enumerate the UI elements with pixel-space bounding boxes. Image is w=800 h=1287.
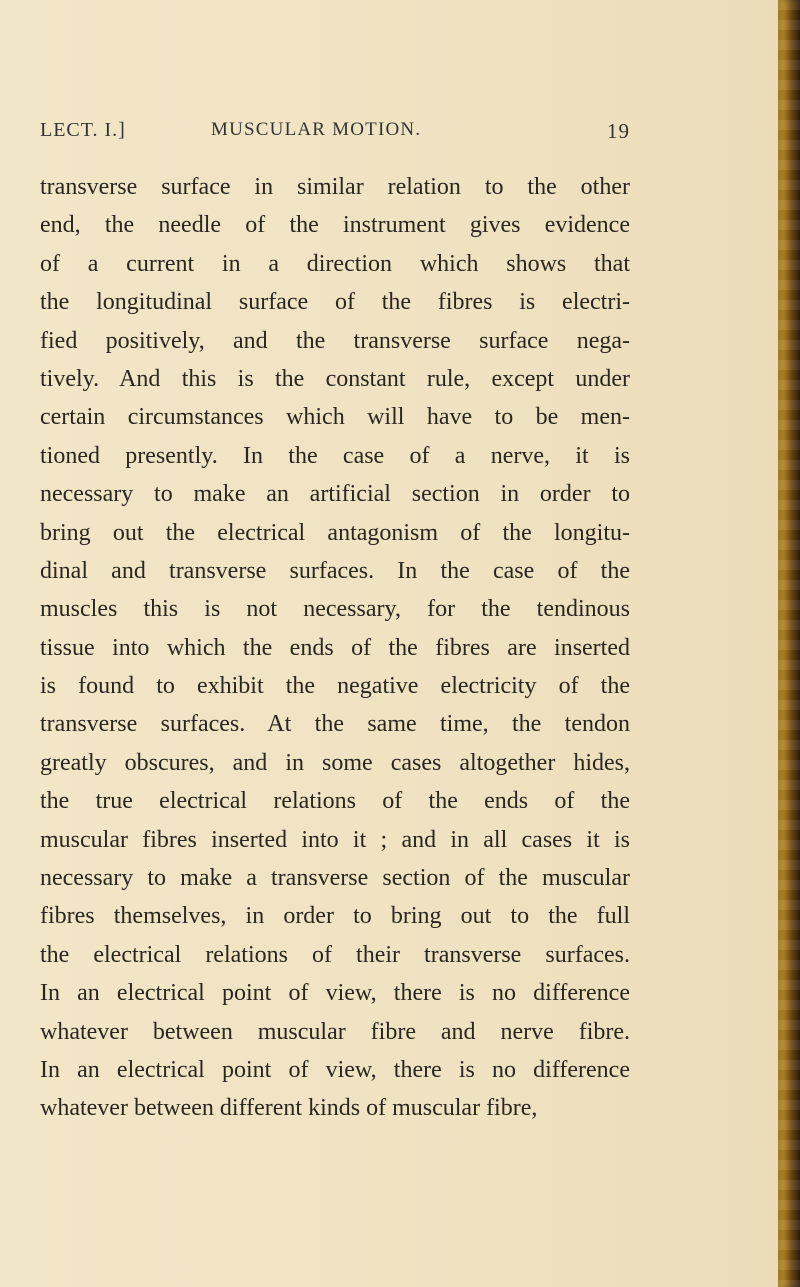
text-line: end, the needle of the instrument gives evidence	[40, 212, 630, 239]
page-number: 19	[607, 119, 630, 143]
text-line: is found to exhibit the negative electricity of the	[40, 673, 630, 700]
text-line: fibres themselves, in order to bring out to the full	[40, 903, 630, 930]
text-line: In an electrical point of view, there is no difference	[40, 980, 630, 1007]
lecture-marker: LECT. I.]	[40, 119, 126, 141]
text-line: muscular fibres inserted into it ; and in all cases it is	[40, 826, 630, 853]
text-line: tissue into which the ends of the fibres are inserted	[40, 634, 630, 661]
text-line: fied positively, and the transverse surface nega-	[40, 327, 630, 354]
text-line: necessary to make an artificial section in order to	[40, 481, 630, 508]
body-text	[40, 168, 630, 1128]
book-binding-edge	[778, 0, 800, 1287]
text-line: whatever between muscular fibre and nerve fibre.	[40, 1018, 630, 1045]
text-line: the longitudinal surface of the fibres is electri-	[40, 289, 630, 316]
text-line: of a current in a direction which shows that	[40, 250, 630, 277]
text-line: transverse surface in similar relation to the other	[40, 174, 630, 200]
text-line: greatly obscures, and in some cases altogether hides,	[40, 749, 630, 776]
text-line: In an electrical point of view, there is no difference	[40, 1056, 630, 1083]
running-head	[40, 119, 630, 153]
text-line: the electrical relations of their transverse surfaces.	[40, 941, 630, 968]
text-line: certain circumstances which will have to be men-	[40, 404, 630, 431]
section-title: MUSCULAR MOTION.	[211, 119, 422, 140]
text-line: whatever between different kinds of muscular fibre,	[40, 1095, 538, 1122]
text-line: necessary to make a transverse section of the muscular	[40, 865, 630, 892]
text-line: dinal and transverse surfaces. In the case of the	[40, 557, 630, 584]
text-line: the true electrical relations of the ends of the	[40, 788, 630, 815]
text-line: tively. And this is the constant rule, except under	[40, 365, 630, 392]
text-line: bring out the electrical antagonism of the longitu-	[40, 519, 630, 546]
text-line: muscles this is not necessary, for the tendinous	[40, 596, 630, 623]
text-line: tioned presently. In the case of a nerve, it is	[40, 442, 630, 469]
text-line: transverse surfaces. At the same time, the tendon	[40, 711, 630, 738]
